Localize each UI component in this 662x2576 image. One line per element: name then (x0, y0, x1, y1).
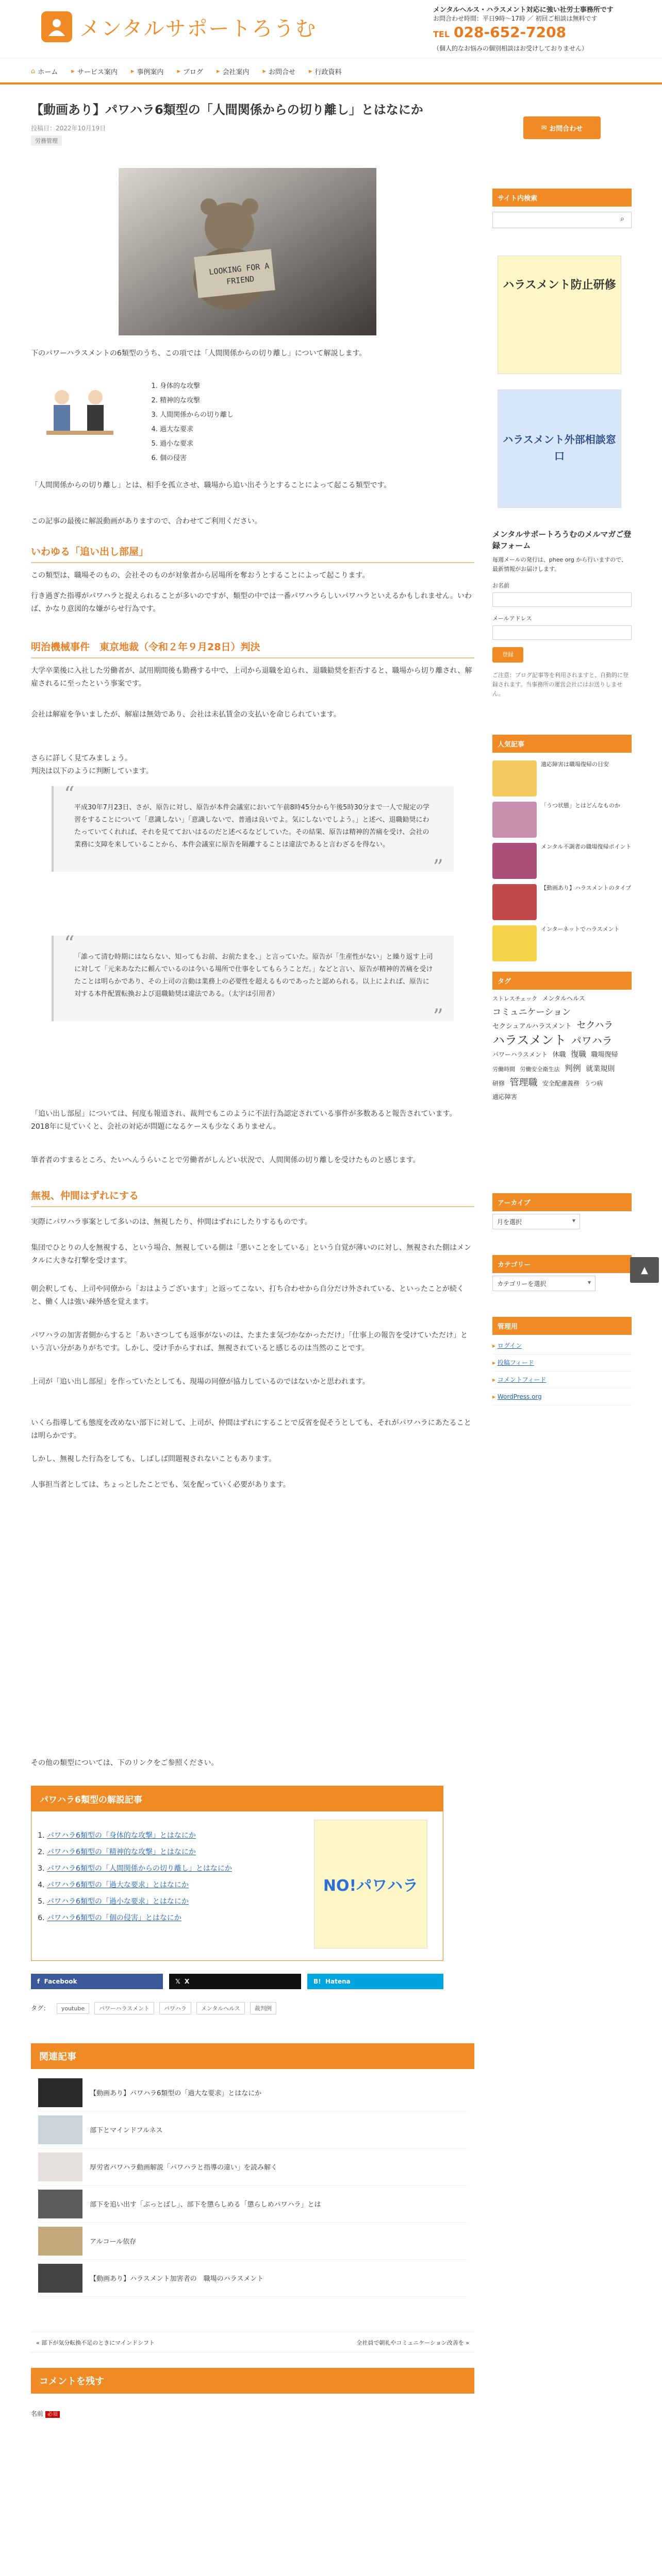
popular-title: 適応障害は職場復帰の目安 (541, 761, 609, 768)
related-item[interactable] (38, 2185, 467, 2223)
arrow-up-icon: ▲ (641, 1264, 648, 1276)
paragraph: 「追い出し部屋」については、何度も報道され、裁判でもこのように不法行為認定されている事件が多数あると報告されています。2018年に見ていくと、会社の対応が問題になるケースも少なくありません。 (31, 1110, 457, 1131)
email-field-label: メールアドレス (492, 615, 532, 622)
nav-label: ホーム (38, 69, 58, 76)
nav-label: 会社案内 (222, 69, 250, 76)
tel-label: TEL (433, 29, 450, 39)
nav-item-home[interactable] (31, 66, 58, 76)
dot-icon: ▸ (262, 67, 266, 75)
tel-number: 028-652-7208 (454, 24, 567, 41)
tag-cloud-link[interactable]: メンタルヘルス (542, 995, 585, 1002)
share-label: X (185, 1978, 190, 1985)
popular-thumbnail (492, 843, 537, 879)
harassment-types-list (150, 379, 356, 466)
tag-cloud-link[interactable]: 休職 (552, 1051, 566, 1059)
hero-image (119, 168, 376, 335)
paragraph: この記事の最後に解説動画がありますので、合わせてご利用ください。 (31, 517, 262, 526)
global-nav (0, 58, 662, 84)
category-badge[interactable]: 労務管理 (31, 135, 62, 146)
nav-item-services[interactable] (71, 66, 118, 76)
search-heading: サイト内検索 (492, 189, 632, 207)
admin-link-comment-feed[interactable]: ▸ コメントフィード (492, 1371, 632, 1388)
tag-cloud-link[interactable]: セクハラ (576, 1020, 614, 1031)
tag-cloud-link[interactable]: コミュニケーション (492, 1007, 571, 1018)
series-link[interactable]: 1. パワハラ6類型の「身体的な攻撃」とはなにか (47, 1827, 294, 1844)
section-heading-mushi: 無視、仲間はずれにする (31, 1188, 474, 1207)
no-power-harassment-poster (314, 1820, 427, 1948)
paragraph: 「人間関係からの切り離し」とは、相手を孤立させ、職場から追い出そうとすることによって起こる類型です。 (31, 481, 391, 489)
poster-text: NO!パワハラ (323, 1877, 419, 1895)
nav-item-company[interactable] (217, 66, 250, 76)
tag-cloud-link[interactable]: 復職 (570, 1049, 586, 1059)
site-logo[interactable] (41, 11, 317, 42)
next-post-link[interactable]: 全社員で朝礼やコミュニケーション改善を » (356, 2340, 469, 2346)
contact-button-label: お問合わせ (549, 125, 583, 133)
nav-item-gov-docs[interactable] (309, 66, 342, 76)
section-heading-case: 明治機械事件 東京地裁（令和２年９月28日）判決 (31, 639, 474, 658)
post-navigation (31, 2332, 474, 2352)
paragraph: 判決は以下のように判断しています。 (31, 767, 153, 775)
nav-label: 行政資料 (315, 69, 342, 76)
related-thumbnail (38, 2115, 82, 2144)
tag-cloud-link[interactable]: 判例 (564, 1063, 581, 1073)
popular-item[interactable] (492, 925, 632, 961)
tag-cloud-link[interactable]: セクシュアルハラスメント (492, 1023, 572, 1030)
tag-cloud-link[interactable]: ストレスチェック (492, 995, 538, 1002)
series-box (31, 1786, 443, 1961)
tags-label: タグ： (31, 2005, 50, 2012)
site-title: メンタルサポートろうむ (79, 16, 317, 41)
main-article (31, 101, 474, 2417)
tag-cloud-link[interactable]: 労働安全衛生法 (520, 1066, 560, 1073)
related-thumbnail (38, 2153, 82, 2181)
header-info-line1: メンタルヘルス・ハラスメント対応に強い社労士事務所です (433, 6, 614, 14)
newsletter-title: メンタルサポートろうむのメルマガご登録フォーム (492, 530, 632, 550)
related-title: 部下を追い出す「ぶっとばし」、部下を懲らしめる「懲らしめパワハラ」とは (90, 2201, 321, 2209)
popular-item[interactable] (492, 884, 632, 920)
tag-cloud (492, 992, 632, 1104)
scroll-to-top-button[interactable] (630, 1257, 659, 1283)
header-info-line3: （個人的なお悩みの個別相談はお受けしておりません） (433, 45, 588, 52)
paragraph: パワハラの加害者側からすると「あいさつしても返事がないのは、たまたま気づかなかっただけ」「仕事上の報告を受けていただけ」という言い分がありがちです。しかし、受け手からすれば、無視されていると感じるのは当然のことです。 (31, 1331, 468, 1352)
related-posts (31, 2043, 474, 2302)
close-quote-icon: ” (433, 856, 443, 879)
related-thumbnail (38, 2078, 82, 2107)
paragraph: 筆者者のすまるところ、たいへんうらいことで労働者がしんどい状況で、人間関係の切り離しを受けたものと感じます。 (31, 1156, 420, 1164)
tag-link[interactable]: メンタルヘルス (196, 2002, 245, 2014)
related-item[interactable] (38, 2148, 467, 2185)
dot-icon: ▸ (216, 67, 220, 75)
banner-title: ハラスメント外部相談窓口 (503, 433, 616, 462)
series-link[interactable]: 4. パワハラ6類型の「過大な要求」とはなにか (47, 1877, 294, 1893)
newsletter-submit-button[interactable]: 登録 (492, 647, 523, 663)
facebook-icon: f (37, 1978, 44, 1985)
paragraph: 実際にパワハラ事案として多いのは、無視したり、仲間はずれにしたりするものです。 (31, 1218, 312, 1226)
post-tags (31, 2002, 443, 2018)
admin-links (492, 1337, 632, 1405)
newsletter-name-input[interactable] (492, 592, 632, 607)
facebook-share-button[interactable] (31, 1974, 163, 1989)
admin-link-feed[interactable]: ▸ 投稿フィード (492, 1354, 632, 1371)
tag-cloud-link[interactable]: 管理職 (509, 1077, 538, 1088)
comment-heading: コメントを残す (31, 2368, 474, 2394)
quote-text: 「誰って清む時期にはならない、知ってもお前、お前たまを、」と言っていた。原告が「生産性がない」と繰り返す上司に対して「元来あなたに頼んでいるのは今いる場所で仕事をしてもらうことだ。」などと言い、原告が精神的苦痛を受けたことは明らかであり、その上司の言動は業務上の必要性を超えるものであったと認められる。以上によれば、原告に対する本件配置転換および退職勧奨は違法である。（太字は引用者） (74, 953, 433, 998)
related-item[interactable] (38, 2111, 467, 2148)
archive-select[interactable]: 月を選択 ▾ (492, 1214, 580, 1229)
tag-cloud-link[interactable]: 適応障害 (492, 1093, 518, 1100)
related-thumbnail (38, 2190, 82, 2218)
open-quote-icon: “ (64, 783, 75, 806)
article-title: 【動画あり】パワハラ6類型の「人間関係からの切り離し」とはなにか (31, 103, 423, 117)
nav-label: サービス案内 (77, 69, 118, 76)
tag-link[interactable]: youtube (57, 2003, 89, 2014)
popular-thumbnail (492, 884, 537, 920)
category-select[interactable]: カテゴリーを選択 ▾ (492, 1276, 595, 1291)
nav-item-blog[interactable] (177, 66, 203, 76)
share-label: Hatena (325, 1978, 351, 1985)
tag-link[interactable]: パワハラ (159, 2002, 191, 2014)
paragraph: 上司が「追い出し部屋」を作っていたとしても、現場の同僚が協力しているのではないかと思われます。 (31, 1378, 370, 1386)
paragraph: 人事担当者としては、ちょっとしたことでも、気を配っていく必要があります。 (31, 1481, 290, 1489)
type-item: 6. 個の侵害 (160, 451, 356, 466)
tags-heading: タグ (492, 972, 632, 990)
contact-button[interactable] (523, 116, 601, 139)
popular-title: インターネットでハラスメント (541, 926, 620, 933)
comment-name-label: 名前 必須 (31, 2409, 60, 2418)
type-item: 3. 人間関係からの切り離し (160, 408, 356, 422)
popular-title: 【動画あり】ハラスメントのタイプ (541, 885, 632, 891)
related-item[interactable] (38, 2074, 467, 2111)
nav-label: ブログ (183, 69, 203, 76)
admin-link-login[interactable]: ▸ ログイン (492, 1337, 632, 1354)
search-icon[interactable]: ⌕ (620, 215, 624, 223)
type-item: 1. 身体的な攻撃 (160, 379, 356, 394)
related-item[interactable] (38, 2260, 467, 2297)
hatena-share-button[interactable] (307, 1974, 443, 1989)
paragraph: しかし、無視した行為をしても、しばしば問題視されないこともあります。 (31, 1455, 276, 1463)
popular-thumbnail (492, 925, 537, 961)
x-icon: 𝕏 (175, 1978, 185, 1985)
series-link[interactable]: 3. パワハラ6類型の「人間関係からの切り離し」とはなにか (47, 1860, 294, 1877)
series-link[interactable]: 2. パワハラ6類型の「精神的な攻撃」とはなにか (47, 1844, 294, 1860)
newsletter-note: ご注意：ブログ記事等を利用されますと、自動的に登録されます。当事務所の運営会社にはお送りしません。 (492, 672, 628, 697)
open-quote-icon: “ (64, 932, 75, 956)
related-title: 厚労省パワハラ動画解説「パワハラと指導の違い」を読み解く (90, 2164, 278, 2172)
type-item: 5. 過小な要求 (160, 437, 356, 451)
paragraph: 朝会釈しても、上司や同僚から「おはようございます」と返ってこない、打ち合わせから自分だけ外されている、といったことが続くと、働く人は強い疎外感を覚えます。 (31, 1285, 464, 1306)
popular-item[interactable] (492, 802, 632, 838)
header-tel[interactable] (433, 24, 650, 43)
paragraph: その他の類型については、下のリンクをご参照ください。 (31, 1759, 219, 1767)
admin-heading: 管理用 (492, 1317, 632, 1335)
search-input[interactable] (492, 212, 632, 228)
nav-label: お問合せ (269, 69, 296, 76)
header-info-line2: お問合わせ時間：平日9時〜17時 ／ 初回ご相談は無料です (433, 15, 598, 22)
quote-block (52, 932, 454, 1029)
dropdown-dot-icon: ▸ (71, 67, 75, 75)
tag-cloud-link[interactable]: 労働時間 (492, 1066, 515, 1073)
hatena-icon: B! (313, 1978, 325, 1985)
series-link[interactable]: 5. パワハラ6類型の「過小な要求」とはなにか (47, 1893, 294, 1910)
related-thumbnail (38, 2227, 82, 2256)
harassment-training-banner[interactable] (498, 256, 621, 374)
section-heading-oidashi: いわゆる「追い出し部屋」 (31, 544, 474, 563)
newsletter-email-input[interactable] (492, 625, 632, 640)
newsletter-form (492, 529, 632, 699)
nav-item-cases[interactable] (131, 66, 164, 76)
popular-heading: 人気記事 (492, 735, 632, 753)
archive-heading: アーカイブ (492, 1193, 632, 1211)
mail-icon: ✉ (541, 124, 550, 132)
category-heading: カテゴリー (492, 1255, 632, 1273)
home-icon: ⌂ (31, 67, 36, 75)
post-date: 投稿日：2022年10月19日 (31, 125, 106, 132)
related-item[interactable] (38, 2223, 467, 2260)
quote-block (52, 783, 454, 879)
dropdown-dot-icon: ▸ (130, 67, 135, 75)
tag-cloud-link[interactable]: 安全配慮義務 (542, 1080, 580, 1087)
logo-mark-icon (41, 11, 72, 42)
popular-item[interactable] (492, 843, 632, 879)
share-label: Facebook (44, 1978, 77, 1985)
popular-title: メンタル不調者の職場復帰ポイント (541, 843, 632, 850)
paragraph: この類型は、職場そのもの、会社そのものが対象者から居場所を奪おうとすることによって起こります。 (31, 571, 370, 580)
site-header (0, 0, 662, 58)
intro-paragraph: 下のパワーハラスメントの6類型のうち、この項では「人間関係からの切り離し」について解説します。 (31, 349, 367, 358)
tag-cloud-link[interactable]: 就業規則 (586, 1065, 615, 1073)
newsletter-desc: 毎週メールの発行は、phee org から行いますので、最新情報がお届けします。 (492, 556, 627, 572)
popular-item[interactable] (492, 760, 632, 796)
tag-cloud-link[interactable]: 職場復帰 (591, 1051, 618, 1059)
tag-link[interactable]: 裁判例 (250, 2002, 276, 2014)
related-title: アルコール依存 (90, 2238, 137, 2246)
popular-thumbnail (492, 760, 537, 796)
series-box-heading: パワハラ6類型の解説記事 (31, 1786, 443, 1811)
tag-cloud-link[interactable]: うつ病 (584, 1080, 603, 1087)
external-consultation-banner[interactable] (498, 389, 621, 508)
tag-cloud-link[interactable]: パワハラ (571, 1035, 613, 1047)
paragraph: いくら指導しても態度を改めない部下に対して、上司が、仲間はずれにすることで反省を促そうとしても、それがパワハラにあたることは明らかです。 (31, 1419, 471, 1440)
tag-cloud-link[interactable]: パワーハラスメント (492, 1051, 548, 1058)
prev-post-link[interactable]: « 部下が気分転換不足のときにマインドシフト (36, 2340, 155, 2346)
type-item: 4. 過大な要求 (160, 422, 356, 437)
paragraph: 大学卒業後に入社した労働者が、試用期間後も勤務する中で、上司から退職を迫られ、退職勧奨を拒否すると、職場から切り離され、解雇されるに至ったという事案です。 (31, 667, 472, 688)
nav-label: 事例案内 (137, 69, 164, 76)
paragraph: 会社は解雇を争いましたが、解雇は無効であり、会社は未払賃金の支払いを命じられています。 (31, 710, 341, 719)
paragraph: さらに詳しく見てみましょう。 (31, 754, 132, 762)
video-embed-area[interactable] (62, 1523, 443, 1739)
quote-text: 平成30年7月23日、さが、原告に対し、原告が本件会議室において午前8時45分から午後5時30分まで一人で規定の学習をすることについて「意識しない」「意識しないで、普通は良いでよ。気にしないでしよう。」と述べ、退職勧奨にわたっていてくれれば、それを見てておいはるのだと述べるなどしていた。その結果、原告は精神的苦痛を受け、会社の業務に支障を来していることから、本件会議室に原告を隔離することは違法であると言わざるを得ない。 (74, 804, 429, 849)
related-title: 【動画あり】ハラスメント加害者の 職場のハラスメント (90, 2275, 264, 2283)
name-field-label: お名前 (492, 582, 509, 589)
paragraph: 集団でひとりの人を無視する、という場合、無視している側は「悪いことをしている」という自覚が薄いのに対し、無視された側はメンタルに大きな打撃を受けます。 (31, 1244, 471, 1265)
hero-sign-text: LOOKING FOR A FRIEND (208, 261, 270, 286)
related-title: 部下とマインドフルネス (90, 2127, 163, 2134)
series-links (47, 1827, 294, 1926)
related-heading: 関連記事 (31, 2043, 474, 2069)
series-link[interactable]: 6. パワハラ6類型の「個の侵害」とはなにか (47, 1910, 294, 1926)
banner-title: ハラスメント防止研修 (503, 279, 616, 292)
nav-item-contact[interactable] (262, 66, 295, 76)
x-share-button[interactable] (169, 1974, 301, 1989)
related-thumbnail (38, 2264, 82, 2293)
tag-link[interactable]: パワーハラスメント (94, 2002, 154, 2014)
type-item: 2. 精神的な攻撃 (160, 394, 356, 408)
dot-icon: ▸ (309, 67, 312, 75)
admin-link-wordpress[interactable]: ▸ WordPress.org (492, 1388, 632, 1405)
popular-list (492, 755, 632, 967)
paragraph: 行き過ぎた指導がパワハラと捉えられることが多いのですが、類型の中では一番パワハラらしいパワハラといえるかもしれません。いわば、かなり意図的な嫌がらせ行為です。 (31, 592, 472, 613)
required-badge: 必須 (45, 2411, 60, 2418)
related-title: 【動画あり】パワハラ6類型の「過大な要求」とはなにか (90, 2090, 262, 2097)
office-illustration (41, 379, 119, 451)
header-contact-info (433, 6, 650, 53)
dot-icon: ▸ (177, 67, 180, 75)
tag-cloud-link[interactable]: 研修 (492, 1080, 505, 1087)
tag-cloud-link[interactable]: ハラスメント (492, 1033, 567, 1047)
popular-thumbnail (492, 802, 537, 838)
close-quote-icon: ” (433, 1005, 443, 1029)
popular-title: 「うつ状態」とはどんなものか (541, 802, 620, 809)
